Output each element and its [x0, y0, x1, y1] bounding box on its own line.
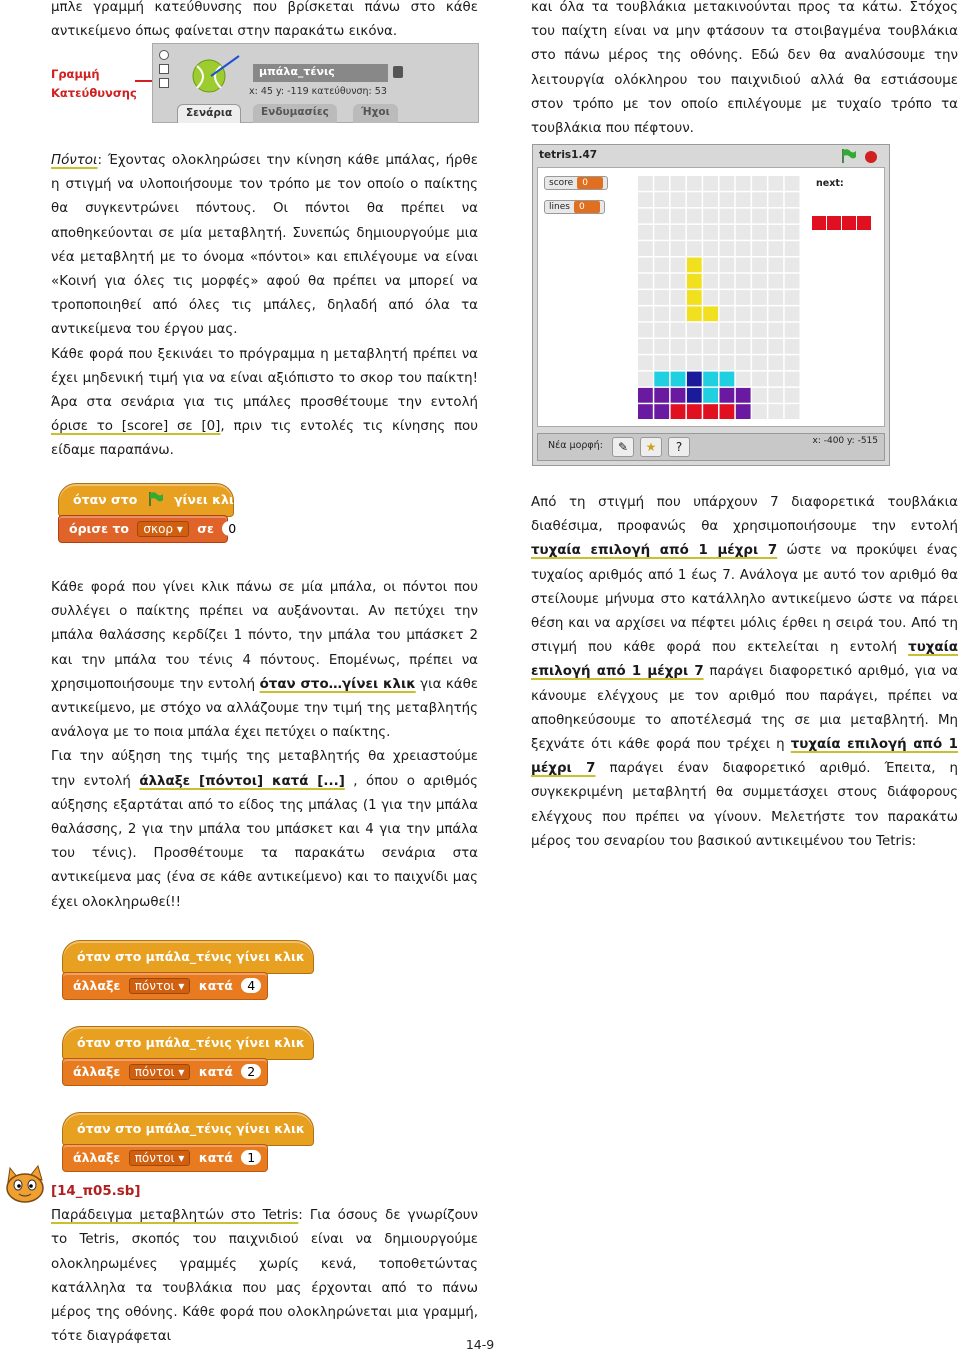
tetris-cell: [768, 404, 783, 419]
basket-click-script: [62, 1026, 318, 1088]
value-slot[interactable]: 1: [241, 1150, 261, 1165]
tetris-stage-figure: [532, 144, 890, 466]
random-sprite-icon[interactable]: ?: [668, 437, 690, 457]
tetris-block: [687, 388, 702, 403]
tetris-cell: [654, 290, 669, 305]
left-tetris-section: [51, 1180, 478, 1349]
tetris-cell: [752, 388, 767, 403]
value-slot[interactable]: 0: [222, 521, 242, 536]
tetris-cell: [720, 258, 735, 273]
lines-monitor: lines 0: [544, 200, 605, 214]
next-piece-block: [857, 216, 871, 230]
rotation-style-icons[interactable]: [159, 50, 171, 90]
tetris-cell: [654, 176, 669, 191]
tetris-cell: [703, 209, 718, 224]
tetris-cell: [638, 241, 653, 256]
tetris-block: [687, 306, 702, 321]
tetris-cell: [736, 258, 751, 273]
tetris-cell: [703, 241, 718, 256]
tetris-cell: [654, 258, 669, 273]
left-intro: [51, 0, 478, 44]
tetris-cell: [785, 225, 800, 240]
tetris-cell: [785, 176, 800, 191]
tetris-cell: [687, 225, 702, 240]
sprite-coords: x: 45 y: -119 κατεύθυνση: 53: [249, 86, 387, 97]
when-sprite-clicked-block[interactable]: όταν στο μπάλα_τένις γίνει κλικ: [62, 940, 314, 974]
tetris-cell: [720, 209, 735, 224]
tetris-cell: [752, 404, 767, 419]
tetris-cell: [785, 339, 800, 354]
when-sprite-clicked-block[interactable]: όταν στο μπάλα_τένις γίνει κλικ: [62, 1112, 314, 1146]
tetris-cell: [671, 290, 686, 305]
tetris-cell: [671, 355, 686, 370]
tetris-cell: [785, 192, 800, 207]
tetris-cell: [638, 306, 653, 321]
tetris-cell: [671, 258, 686, 273]
tab-scripts[interactable]: Σενάρια: [177, 104, 241, 123]
tetris-block: [736, 388, 751, 403]
random-paragraph: Από τη στιγμή που υπάρχουν 7 διαφορετικά τουβλάκια διαθέσιμα, προφανώς θα χρησιμοποιήσουμε την εντολή τυχαία επιλογή από 1 μέχρι 7 ώστε να προκύψει ένας τυχαίος αριθμός από 1 έως 7. Ανάλογα με αυτό τον αριθμό θα στείλουμε μήνυμα στο κατάλληλο αντικείμενο ώστε να πάρει θέση και να αρχίσει να πέφτει μόλις έρθει η σειρά του. Από τη στιγμή που κάθε φορά που εκτελείται η εντολή τυχαία επιλογή από 1 μέχρι 7 παράγει διαφορετικό αριθμό, για να κάνουμε ελέγχους με τον αριθμό που παράγει, πρέπει να αποθηκεύσουμε το αποτέλεσμά της σε μια μεταβλητή. Μη ξεχνάτε ότι κάθε φορά που τρέχει η τυχαία επιλογή από 1 μέχρι 7 παράγει έναν διαφορετικό αριθμό. Έπειτα, η συγκεκριμένη μεταβλητή θα συμμετάσχει στους διάφορους ελέγχους που πρέπει να γίνουν. Μελετήστε τον παρακάτω μέρος του σεναρίου του βασικού αντικειμένου του Tetris:: [531, 495, 959, 849]
tetris-cell: [736, 339, 751, 354]
tetris-cell: [785, 258, 800, 273]
green-flag-icon: [148, 492, 164, 506]
tetris-cell: [768, 176, 783, 191]
tetris-cell: [703, 176, 718, 191]
tetris-cell: [752, 323, 767, 338]
tetris-cell: [720, 274, 735, 289]
tetris-paragraph: Παράδειγμα μεταβλητών στο Tetris: Για όσους δε γνωρίζουν το Tetris, σκοπός του παιχνιδιού είναι να δημιουργούμε ολοκληρωμένες γραμμές χωρίς κενά, τοποθετώντας κατάλληλα τα τουβλάκια που μας έρχονται από το πάνω μέρος της οθόνης. Κάθε φορά που ολοκληρώνεται μια γραμμή, τότε διαγράφεται: [51, 1208, 479, 1345]
tetris-cell: [654, 209, 669, 224]
change-variable-block[interactable]: άλλαξε πόντοι ▾ κατά 2: [62, 1058, 268, 1086]
tetris-cell: [638, 192, 653, 207]
tetris-cell: [768, 323, 783, 338]
tetris-cell: [720, 225, 735, 240]
right-top-paragraph: και όλα τα τουβλάκια μετακινούνται προς τα κάτω. Στόχος του παίχτη είναι να μην φτάσουν τα στοιβαγμένα τουβλάκια στο πάνω μέρος της οθόνης. Εδώ δεν θα αναλύσουμε την λειτουργία ολόκληρου του παιχνιδιού αλλά θα εστιάσουμε στον τρόπο με τον οποίο επιλέγουμε με τυχαίο τρόπο τα τουβλάκια που πέφτουν.: [531, 0, 958, 137]
when-flag-clicked-block[interactable]: όταν στο γίνει κλικ: [58, 483, 234, 517]
tetris-cell: [768, 306, 783, 321]
sprite-toolbar: [537, 433, 885, 461]
tetris-cell: [768, 355, 783, 370]
tetris-cell: [671, 192, 686, 207]
tetris-cell: [671, 225, 686, 240]
folder-star-icon[interactable]: ★: [640, 437, 662, 457]
sprite-info-panel: [152, 43, 479, 123]
tetris-cell: [654, 355, 669, 370]
tetris-cell: [671, 339, 686, 354]
tetris-cell: [703, 355, 718, 370]
tetris-cell: [654, 339, 669, 354]
tetris-cell: [768, 388, 783, 403]
tetris-block: [703, 404, 718, 419]
tetris-cell: [720, 241, 735, 256]
tetris-block: [638, 404, 653, 419]
new-sprite-label: Νέα μορφή:: [548, 440, 603, 451]
tetris-cell: [638, 290, 653, 305]
tetris-cell: [687, 339, 702, 354]
tetris-cell: [768, 274, 783, 289]
tetris-block: [687, 258, 702, 273]
tetris-block: [720, 372, 735, 387]
tetris-cell: [703, 192, 718, 207]
tetris-block: [720, 388, 735, 403]
project-title: tetris1.47: [539, 149, 598, 161]
tetris-cell: [638, 258, 653, 273]
tetris-block: [736, 404, 751, 419]
tetris-cell: [736, 372, 751, 387]
next-piece-block: [812, 216, 826, 230]
intro-paragraph: μπλε γραμμή κατεύθυνσης που βρίσκεται πάνω στο κάθε αντικείμενο όπως φαίνεται στην παρακάτω εικόνα.: [51, 0, 478, 40]
tetris-cell: [671, 274, 686, 289]
tetris-cell: [720, 290, 735, 305]
variable-dropdown[interactable]: σκορ ▾: [137, 521, 188, 537]
tetris-cell: [703, 290, 718, 305]
tetris-cell: [768, 339, 783, 354]
tetris-block: [720, 404, 735, 419]
stop-icon[interactable]: [865, 151, 877, 163]
tetris-cell: [736, 225, 751, 240]
right-random-section: [531, 491, 958, 854]
tetris-cell: [703, 225, 718, 240]
tetris-cell: [654, 241, 669, 256]
tetris-block: [687, 274, 702, 289]
click-paragraph: Κάθε φορά που γίνει κλικ πάνω σε μία μπάλα, οι πόντοι που συλλέγει ο παίκτης πρέπει να αυξάνονται. Αν πετύχει την μπάλα θαλάσσης κερδίζει 1 πόντο, την μπάλα του μπάσκετ 2 και την μπάλα του τένις 4 πόντους. Επομένως, πρέπει να χρησιμοποιήσουμε την εντολή όταν στο…γίνει κλικ για κάθε αντικείμενο, με στόχο να αλλάζουμε την τιμή της μεταβλητής ανάλογα με το ποια μπάλα έχει πετύχει ο παίκτης.: [51, 580, 479, 741]
tetris-cell: [736, 176, 751, 191]
tetris-cell: [671, 306, 686, 321]
tetris-cell: [687, 241, 702, 256]
tetris-cell: [703, 258, 718, 273]
tetris-cell: [703, 274, 718, 289]
tetris-cell: [638, 372, 653, 387]
tetris-cell: [752, 290, 767, 305]
direction-line-label: Γραμμή Κατεύθυνσης: [51, 67, 137, 100]
tetris-block: [703, 388, 718, 403]
beach-click-script: [62, 1112, 318, 1174]
tab-costumes[interactable]: Ενδυμασίες: [253, 104, 337, 123]
tetris-cell: [752, 339, 767, 354]
file-reference: [14_π05.sb]: [51, 1184, 141, 1199]
tetris-cell: [736, 241, 751, 256]
tetris-cell: [736, 306, 751, 321]
left-click-section: [51, 576, 478, 915]
tetris-block: [654, 388, 669, 403]
change-paragraph: Για την αύξηση της τιμής της μεταβλητής θα χρειαστούμε την εντολή άλλαξε [πόντοι] κατά [...] , όπου ο αριθμός αύξησης εξαρτάται από το είδος της μπάλας (1 για την μπάλα θαλάσσης, 2 για την μπάλα του μπάσκετ και 4 για την μπάλα του τένις). Προσθέτουμε τα παρακάτω σενάρια στα αντικείμενα μας (ένα σε κάθε αντικείμενο) και το παιχνίδι μας έχει ολοκληρωθεί!!: [51, 749, 478, 910]
tetris-cell: [703, 323, 718, 338]
tetris-block: [638, 388, 653, 403]
tetris-cell: [638, 225, 653, 240]
tetris-cell: [785, 306, 800, 321]
tetris-cell: [752, 306, 767, 321]
tetris-cell: [736, 323, 751, 338]
tetris-cell: [736, 192, 751, 207]
tetris-block: [671, 404, 686, 419]
next-label: next:: [816, 178, 844, 189]
green-flag-icon[interactable]: [841, 149, 857, 163]
variable-dropdown[interactable]: πόντοι ▾: [129, 1150, 191, 1166]
tetris-cell: [638, 209, 653, 224]
value-slot[interactable]: 2: [241, 1064, 261, 1079]
tetris-cell: [671, 323, 686, 338]
tetris-block: [703, 306, 718, 321]
tetris-cell: [687, 176, 702, 191]
tetris-cell: [752, 225, 767, 240]
tetris-cell: [785, 290, 800, 305]
value-slot[interactable]: 4: [241, 978, 261, 993]
sprite-header-figure: [51, 43, 479, 123]
next-piece-block: [827, 216, 841, 230]
tetris-cell: [638, 323, 653, 338]
when-sprite-clicked-block[interactable]: όταν στο μπάλα_τένις γίνει κλικ: [62, 1026, 314, 1060]
next-piece-block: [842, 216, 856, 230]
tetris-cell: [785, 404, 800, 419]
tetris-cell: [638, 355, 653, 370]
tetris-cell: [638, 339, 653, 354]
tetris-cell: [687, 323, 702, 338]
tetris-cell: [785, 209, 800, 224]
tetris-cell: [768, 209, 783, 224]
tetris-cell: [752, 192, 767, 207]
tetris-cell: [752, 241, 767, 256]
tetris-cell: [752, 372, 767, 387]
tetris-cell: [720, 339, 735, 354]
tetris-cell: [720, 176, 735, 191]
tetris-cell: [768, 258, 783, 273]
tetris-cell: [752, 258, 767, 273]
tetris-cell: [752, 274, 767, 289]
score-monitor: score 0: [544, 176, 608, 190]
tetris-cell: [752, 176, 767, 191]
tetris-cell: [736, 274, 751, 289]
left-points-section: [51, 149, 478, 464]
tetris-cell: [720, 355, 735, 370]
tetris-cell: [736, 209, 751, 224]
tetris-block: [703, 372, 718, 387]
tetris-cell: [654, 225, 669, 240]
tetris-cell: [720, 323, 735, 338]
tetris-cell: [671, 176, 686, 191]
tetris-cell: [654, 192, 669, 207]
tetris-cell: [785, 355, 800, 370]
tetris-cell: [768, 241, 783, 256]
tetris-cell: [654, 274, 669, 289]
tetris-cell: [768, 192, 783, 207]
reset-score-script: [58, 483, 243, 545]
tetris-cell: [785, 241, 800, 256]
tetris-block: [687, 290, 702, 305]
page-number: 14-9: [465, 1337, 495, 1351]
variable-dropdown[interactable]: πόντοι ▾: [129, 978, 191, 994]
tetris-cell: [785, 372, 800, 387]
tetris-cell: [687, 209, 702, 224]
tetris-cell: [687, 192, 702, 207]
tennis-click-script: [62, 940, 318, 1002]
change-variable-block[interactable]: άλλαξε πόντοι ▾ κατά 1: [62, 1144, 268, 1172]
tetris-block: [687, 404, 702, 419]
tetris-grid: [538, 168, 886, 428]
change-variable-block[interactable]: άλλαξε πόντοι ▾ κατά 4: [62, 972, 268, 1000]
paint-sprite-icon[interactable]: ✎: [612, 437, 634, 457]
tetris-cell: [687, 355, 702, 370]
tetris-cell: [785, 388, 800, 403]
tetris-cell: [736, 355, 751, 370]
tetris-cell: [736, 290, 751, 305]
variable-dropdown[interactable]: πόντοι ▾: [129, 1064, 191, 1080]
tetris-block: [671, 372, 686, 387]
right-top-section: [531, 0, 958, 141]
tetris-cell: [671, 209, 686, 224]
tetris-cell: [752, 355, 767, 370]
tetris-cell: [785, 274, 800, 289]
tetris-cell: [671, 241, 686, 256]
tetris-block: [687, 372, 702, 387]
lock-icon[interactable]: [393, 66, 403, 78]
tetris-cell: [654, 306, 669, 321]
points-paragraph: Πόντοι: Έχοντας ολοκληρώσει την κίνηση κάθε μπάλας, ήρθε η στιγμή να υλοποιήσουμε τον τρόπο με τον οποίο ο παίκτης θα συγκεντρώνει πόντους. Οι πόντοι θα πρέπει να αποθηκεύονται σε μία μεταβλητή. Συνεπώς δημιουργούμε μια νέα μεταβλητή με το όνομα «πόντοι» και επιλέγουμε να είναι «Κοινή για όλες τις μορφές» αφού θα πρέπει να μπορεί να τροποποιηθεί από όλες τις μπάλες, δηλαδή από όλα τα αντικείμενα του έργου μας.: [51, 153, 478, 338]
tetris-cell: [638, 274, 653, 289]
mouse-coords: x: -400 y: -515: [812, 436, 878, 446]
tetris-cell: [720, 306, 735, 321]
sprite-name-field[interactable]: μπάλα_τένις: [253, 64, 388, 82]
tetris-cell: [654, 323, 669, 338]
tetris-cell: [768, 290, 783, 305]
tetris-cell: [703, 339, 718, 354]
scratch-cat-icon: [2, 1162, 48, 1208]
set-variable-block[interactable]: όρισε το σκορ ▾ σε 0: [58, 515, 228, 543]
tetris-cell: [785, 323, 800, 338]
tetris-block: [654, 372, 669, 387]
tetris-cell: [752, 209, 767, 224]
tetris-cell: [768, 225, 783, 240]
reset-paragraph: Κάθε φορά που ξεκινάει το πρόγραμμα η μεταβλητή πρέπει να έχει μηδενική τιμή για να είναι αξιόπιστο το σκορ του παίκτη! Άρα στα σενάρια για τις μπάλες προσθέτουμε την εντολή όρισε το [score] σε [0], πριν τις εντολές τις κίνησης που είδαμε παραπάνω.: [51, 346, 478, 459]
tetris-cell: [768, 372, 783, 387]
tab-sounds[interactable]: Ήχοι: [353, 104, 398, 123]
tetris-block: [671, 388, 686, 403]
tetris-cell: [720, 192, 735, 207]
tetris-block: [654, 404, 669, 419]
tetris-stage: [537, 167, 885, 427]
tetris-cell: [638, 176, 653, 191]
tennis-ball-icon: [183, 52, 243, 96]
